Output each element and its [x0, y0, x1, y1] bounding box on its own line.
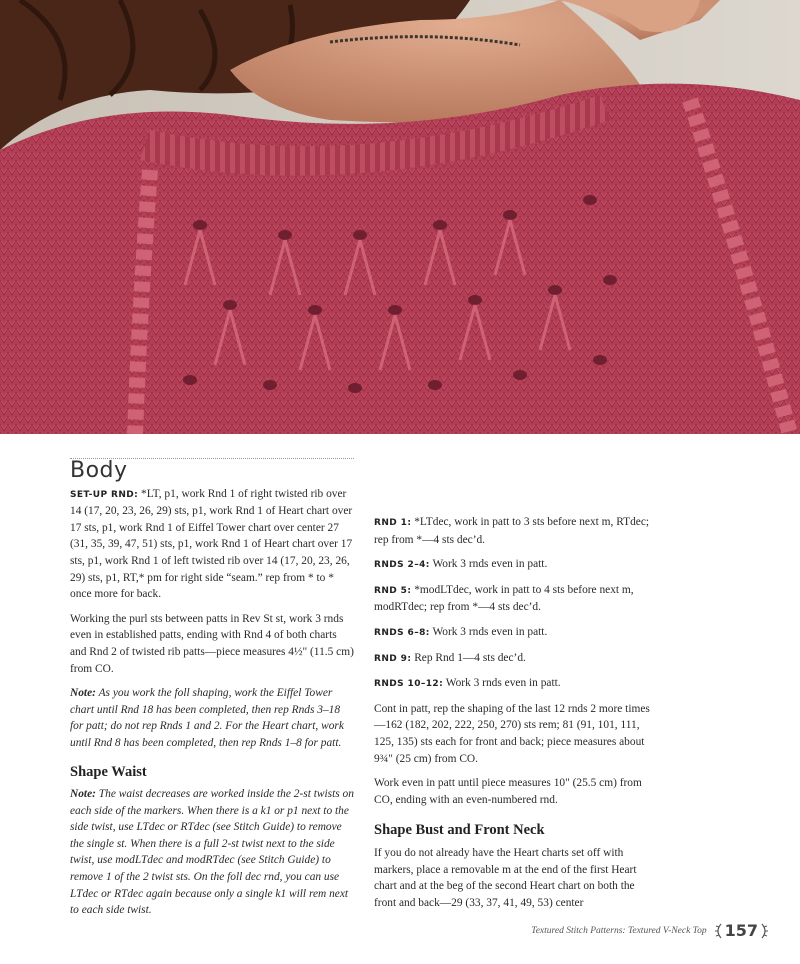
rnds-6-8-text: Work 3 rnds even in patt.	[432, 625, 548, 638]
running-head: Textured Stitch Patterns: Textured V-Neck Top	[531, 925, 707, 936]
rnds-2-4-text: Work 3 rnds even in patt.	[432, 558, 548, 571]
rnd-5-text: *modLTdec, work in patt to 4 sts before next m, modRTdec; rep from *—4 sts dec’d.	[374, 583, 634, 614]
note-waist-decreases	[70, 786, 354, 919]
rnd-1-text: *LTdec, work in patt to 3 sts before next m, RTdec; rep from *—4 sts dec’d.	[374, 516, 650, 546]
rnds-2-4	[374, 556, 656, 574]
note-foll-shaping	[70, 685, 354, 751]
work-even-paragraph: Work even in patt until piece measures 10" (25.5 cm) from CO, ending with an even-numbered rnd.	[374, 777, 642, 806]
note-continuation-spacer	[374, 460, 656, 504]
rnd-1	[374, 514, 656, 548]
cont-paragraph: Cont in patt, rep the shaping of the last 12 rnds 2 more times—162 (182, 202, 222, 250, 270) sts rem; 81 (91, 101, 111, 125, 135) sts each for front and back; piece measures about 9¾" (25 cm) from CO.	[374, 702, 650, 765]
setup-label: SET-UP RND:	[70, 489, 139, 500]
rnd-1-label: RND 1:	[374, 518, 412, 528]
rnd-9	[374, 650, 656, 668]
setup-round	[70, 486, 354, 603]
rnds-6-8	[374, 624, 656, 642]
rnd-9-text: Rep Rnd 1—4 sts dec’d.	[414, 651, 526, 664]
note-label: Note:	[70, 687, 96, 700]
shape-bust-paragraph: If you do not already have the Heart charts set off with markers, place a removable m at the end of the first Heart chart and at the beg of the second Heart chart on both the front and back—29 (33, 37, 41, 49, 53) center	[374, 846, 637, 909]
left-column	[70, 452, 354, 927]
page-number-block	[713, 921, 770, 940]
rnds-10-12-text: Work 3 rnds even in patt.	[445, 677, 561, 690]
left-sprig-icon	[713, 923, 723, 939]
rnd-5	[374, 582, 656, 616]
sweater	[0, 84, 800, 434]
shape-waist-heading: Shape Waist	[70, 763, 147, 780]
page-footer	[531, 921, 770, 940]
sweater-photo	[0, 0, 800, 434]
shape-bust-heading: Shape Bust and Front Neck	[374, 822, 545, 839]
right-sprig-icon	[760, 923, 770, 939]
note-text-waist: The waist decreases are worked inside the 2-st twists on each side of the markers. When there is a k1 or p1 next to the side twist, use LTdec or RTdec (see Stitch Guide) to remove the single st. When there is a full 2-st twist next to the side twist, use modLTdec and modRTdec (see Stitch Guide) to remove 1 of the 2 twist sts. On the foll dec rnd, you can use LTdec or RTdec again because only a single k1 will rem next to each side twist.	[70, 788, 354, 917]
rnds-10-12-label: RNDS 10–12:	[374, 679, 444, 690]
right-column	[374, 460, 656, 919]
rnds-6-8-label: RNDS 6–8:	[374, 627, 430, 638]
body-heading: Body	[70, 458, 354, 486]
rnd-9-label: RND 9:	[374, 653, 412, 664]
sweater-illustration	[0, 0, 800, 434]
rnd-5-label: RND 5:	[374, 585, 412, 596]
setup-text: *LT, p1, work Rnd 1 of right twisted rib over 14 (17, 20, 23, 26, 29) sts, p1, work Rnd 1 of Heart chart over 17 sts, p1, work Rnd 1 of Eiffel Tower chart over center 27 (31, 35, 39, 47, 51) sts, p1, work Rnd 1 of Heart chart over 17 sts, p1, work Rnd 1 of left twisted rib over 14 (17, 20, 23, 26, 29) sts, p1, RT,* pm for right side “seam.” rep from * to * once more for back.	[70, 487, 353, 601]
note-label-waist: Note:	[70, 788, 96, 801]
note-text: As you work the foll shaping, work the Eiffel Tower chart until Rnd 18 has been completed, then rep Rnds 3–18 for patt; do not rep Rnds 1 and 2. For the Heart chart, work until Rnd 8 has been completed, then rep Rnds 1–8 for patt.	[70, 687, 344, 749]
page-number: 157	[724, 921, 758, 940]
working-paragraph: Working the purl sts between patts in Rev St st, work 3 rnds even in established patts, ending with Rnd 4 of both charts and Rnd 2 of twisted rib patts—piece measures 4½" (11.5 cm) from CO.	[70, 612, 354, 675]
rnds-2-4-label: RNDS 2–4:	[374, 560, 430, 571]
rnds-10-12	[374, 675, 656, 693]
